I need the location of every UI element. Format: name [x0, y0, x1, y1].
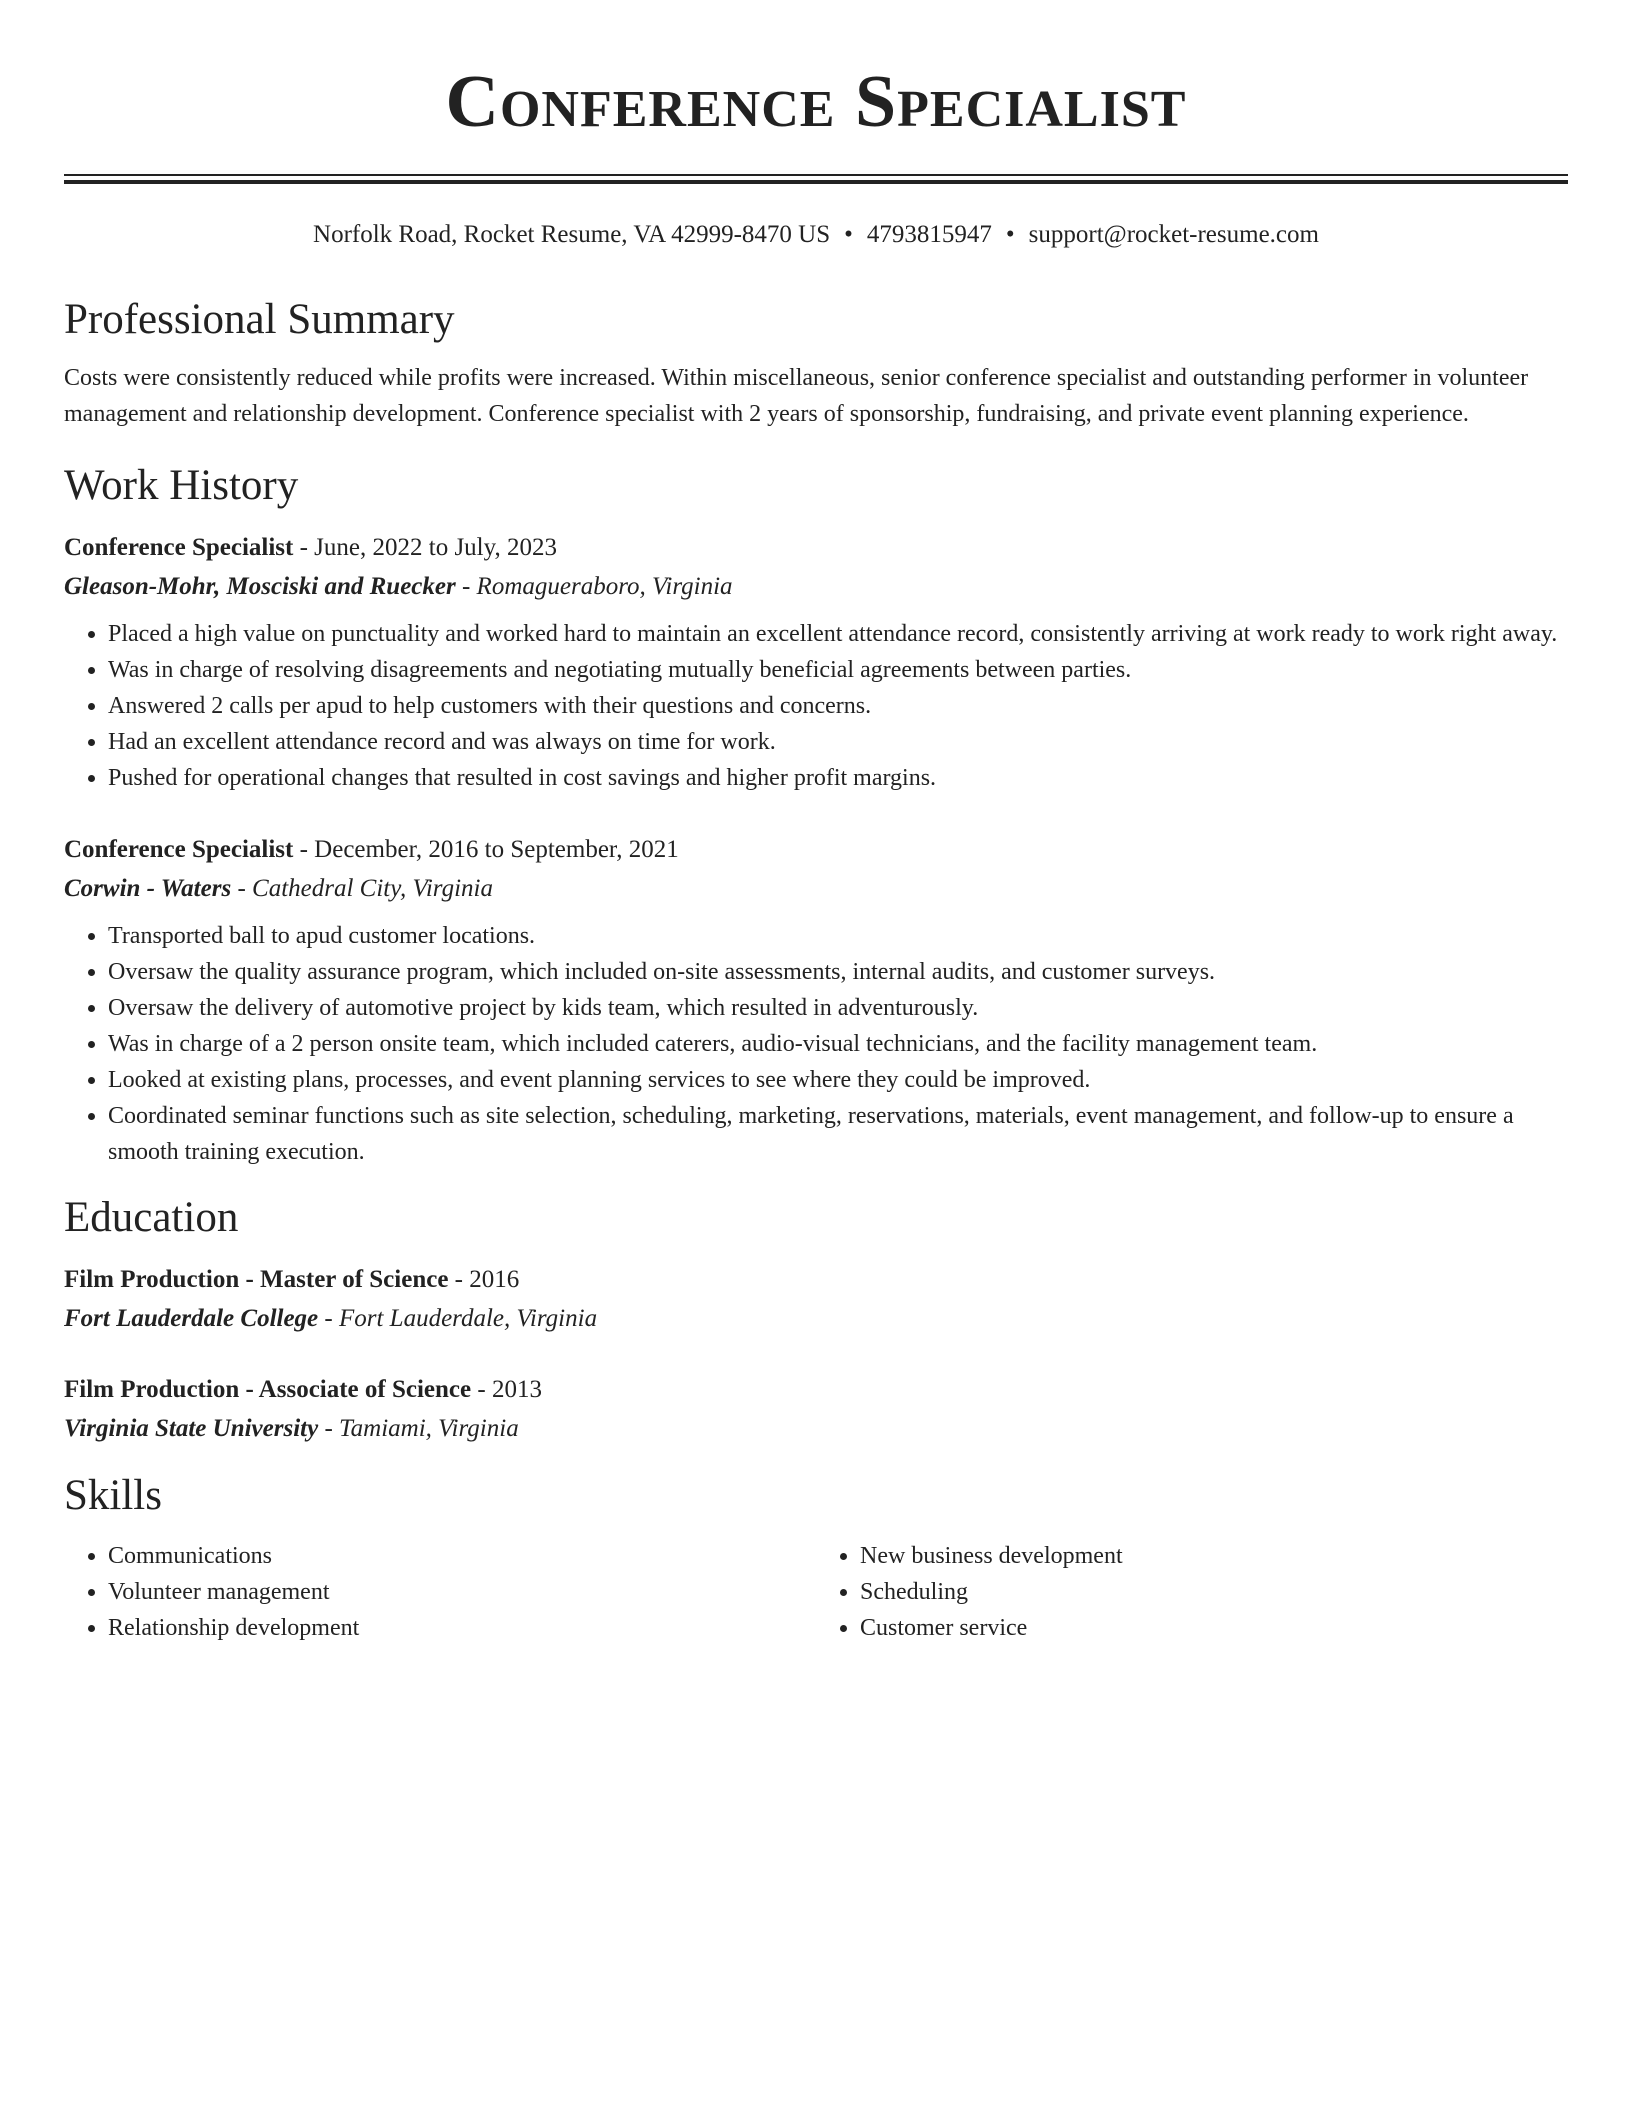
school-location: - Fort Lauderdale, Virginia [318, 1305, 598, 1332]
resume-title: Conference Specialist [445, 61, 1187, 143]
contact-separator: • [1005, 221, 1015, 248]
degree-line [64, 1370, 1568, 1410]
school-name: Virginia State University [64, 1415, 319, 1442]
school-line [64, 1410, 1568, 1448]
job-entry [64, 830, 1568, 1170]
education-entry [64, 1260, 1568, 1338]
title-double-rule [64, 174, 1568, 184]
job-title-line [64, 528, 1568, 568]
job-bullets [64, 918, 1568, 1170]
job-bullet: • Was in charge of resolving disagreements and negotiating mutually beneficial agreements between parties. [108, 652, 1568, 688]
job-dates: - June, 2022 to July, 2023 [293, 534, 558, 561]
skill-item: • Communications [108, 1538, 816, 1574]
degree-name: Film Production - Master of Science [64, 1266, 449, 1293]
education-entry [64, 1370, 1568, 1448]
job-location: - Cathedral City, Virginia [231, 875, 493, 902]
job-bullet: • Coordinated seminar functions such as site selection, scheduling, marketing, reservations, materials, event management, and follow-up to ensure a smooth training execution. [108, 1098, 1568, 1170]
job-dates: - December, 2016 to September, 2021 [293, 836, 679, 863]
skills-column-right [816, 1538, 1568, 1646]
contact-phone: 4793815947 [866, 221, 992, 248]
job-bullet: • Had an excellent attendance record and was always on time for work. [108, 724, 1568, 760]
job-title: Conference Specialist [64, 534, 294, 561]
skills-grid [64, 1538, 1568, 1646]
job-bullet: • Was in charge of a 2 person onsite team, which included caterers, audio-visual technicians, and the facility management team. [108, 1026, 1568, 1062]
skill-item: • Customer service [860, 1610, 1568, 1646]
degree-year: - 2016 [448, 1266, 520, 1293]
contact-separator: • [844, 221, 853, 248]
school-location: - Tamiami, Virginia [318, 1415, 519, 1442]
job-company-line [64, 568, 1568, 606]
job-bullet: • Oversaw the quality assurance program, which included on-site assessments, internal audits, and customer surveys. [108, 954, 1568, 990]
work-history-heading: Work History [64, 462, 299, 509]
job-company-line [64, 870, 1568, 908]
job-company: Corwin - Waters [64, 875, 232, 902]
job-bullets [64, 616, 1568, 796]
job-title-line [64, 830, 1568, 870]
contact-line [64, 218, 1568, 252]
skills-column-left [64, 1538, 816, 1646]
job-bullet: • Transported ball to apud customer locations. [108, 918, 1568, 954]
contact-address: Norfolk Road, Rocket Resume, VA 42999-8470 US [313, 221, 831, 248]
job-bullet: • Pushed for operational changes that resulted in cost savings and higher profit margins. [108, 760, 1568, 796]
job-location: - Romagueraboro, Virginia [455, 573, 733, 600]
contact-email: support@rocket-resume.com [1028, 221, 1319, 248]
skill-item: • New business development [860, 1538, 1568, 1574]
education-heading: Education [64, 1194, 239, 1241]
skill-item: • Volunteer management [108, 1574, 816, 1610]
skills-heading: Skills [64, 1472, 162, 1519]
school-line [64, 1300, 1568, 1338]
job-entry [64, 528, 1568, 796]
job-company: Gleason-Mohr, Mosciski and Ruecker [64, 573, 456, 600]
skill-item: • Relationship development [108, 1610, 816, 1646]
degree-name: Film Production - Associate of Science [64, 1376, 472, 1403]
degree-line [64, 1260, 1568, 1300]
job-title: Conference Specialist [64, 836, 294, 863]
job-bullet: • Answered 2 calls per apud to help customers with their questions and concerns. [108, 688, 1568, 724]
job-bullet: • Placed a high value on punctuality and worked hard to maintain an excellent attendance record, consistently arriving at work ready to work right away. [108, 616, 1568, 652]
job-bullet: • Looked at existing plans, processes, and event planning services to see where they could be improved. [108, 1062, 1568, 1098]
school-name: Fort Lauderdale College [64, 1305, 319, 1332]
degree-year: - 2013 [471, 1376, 542, 1403]
summary-heading: Professional Summary [64, 296, 455, 343]
summary-text: Costs were consistently reduced while profits were increased. Within miscellaneous, senior conference specialist and outstanding performer in volunteer management and relationship development. Conference specialist with 2 years of sponsorship, fundraising, and private event planning experience. [64, 365, 1529, 427]
job-bullet: • Oversaw the delivery of automotive project by kids team, which resulted in adventurously. [108, 990, 1568, 1026]
skill-item: • Scheduling [860, 1574, 1568, 1610]
